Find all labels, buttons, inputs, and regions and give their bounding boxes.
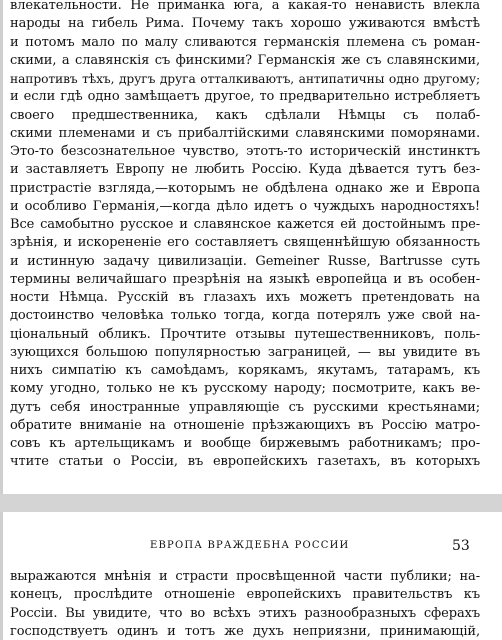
text-line: зрѣнія, и искорененіе его составляетъ священнѣйшую обязанность [10, 235, 480, 251]
text-line: обратите вниманіе на отношеніе прѣзжающихъ въ Россію матро- [10, 417, 480, 433]
text-line: Все самобытно русское и славянское кажется ей достойнымъ пре- [10, 217, 480, 232]
text-line: и истинную задачу цивилизаціи. Gemeiner Russe, Bartrusse суть [10, 253, 480, 269]
text-line: Это-то безсознательное чувство, этотъ-то историческій инстинктъ [10, 144, 480, 159]
text-line: зующихся большою популярностью заграницей, — вы увидите въ [10, 344, 480, 360]
text-line: и если гдѣ одно замѣщаетъ другое, то предварительно истребляетъ [10, 89, 480, 105]
text-line: и заставляетъ Европу не любить Россію. Куда дѣвается тутъ без- [10, 162, 480, 178]
text-line: выражаются мнѣнія и страсти просвѣщенной части публики; на- [10, 569, 480, 584]
text-line: достоинство человѣка только тогда, когда потерялъ уже свой на- [10, 308, 480, 324]
text-line: кому угодно, только не къ русскому народу; посмотрите, какъ ве- [10, 381, 480, 397]
page-number: 53 [452, 538, 470, 554]
text-line: скими племенами и съ прибалтійскими славянскими поморянами. [10, 125, 480, 141]
text-line: пристрастіе взгляда,—которымъ не обдѣлена однако же и Европа [10, 180, 480, 196]
body-text [10, 0, 480, 472]
text-line: конецъ, прослѣдите отношеніе европейскихъ правительствъ къ [10, 587, 480, 603]
text-line: своего предшественника, какъ сдѣлали Нѣмцы съ полаб- [10, 107, 480, 123]
running-title: ЕВРОПА ВРАЖДЕБНА РОССИИ [150, 540, 350, 551]
text-line: влекательности. Не приманка юга, а какая-то ненависть влекла [10, 0, 480, 13]
text-line: и особливо Германія,—когда дѣло идетъ о чуждыхъ народностяхъ! [10, 198, 480, 214]
text-line: ціональный обликъ. Прочтите отзывы путешественниковъ, поль- [10, 326, 480, 342]
page-separator [0, 494, 502, 512]
running-head [0, 540, 502, 556]
text-line: господствуетъ одинъ и тотъ же духъ неприязни, принимающій, [10, 623, 480, 639]
page-edge [0, 0, 3, 494]
text-line: нихъ симпатію къ самоѣдамъ, корякамъ, якутамъ, татарамъ, къ [10, 363, 480, 378]
page-edge [0, 512, 3, 640]
text-line: дутъ себя иностранные управляющіе съ русскими крестьянами; [10, 399, 480, 415]
text-line: термины величайшаго презрѣнія на языкѣ европейца и въ особен- [10, 271, 480, 287]
text-line: чтите статьи о Россіи, въ европейскихъ газетахъ, въ которыхъ [10, 454, 480, 470]
body-text [10, 568, 480, 640]
text-line: напротивъ тѣхъ, другъ друга отталкиваютъ, антипатичны одно другому; [10, 72, 480, 86]
text-line: народы на гибель Рима. Почему такъ хорошо уживаются вмѣстѣ [10, 16, 480, 32]
text-line: и потомъ мало по малу сливаются германскія племена съ роман- [10, 34, 480, 50]
text-line: совъ къ артельщикамъ и вообще биржевымъ работникамъ; про- [10, 436, 480, 451]
text-line: ности Нѣмца. Русскій въ глазахъ ихъ можетъ претендовать на [10, 290, 480, 305]
page-bottom [0, 512, 502, 640]
text-line: скими, а славянскія съ финскими? Германскія же съ славянскими, [10, 52, 480, 68]
text-line: Россіи. Вы увидите, что во всѣхъ этихъ разнообразныхъ сферахъ [10, 605, 480, 621]
